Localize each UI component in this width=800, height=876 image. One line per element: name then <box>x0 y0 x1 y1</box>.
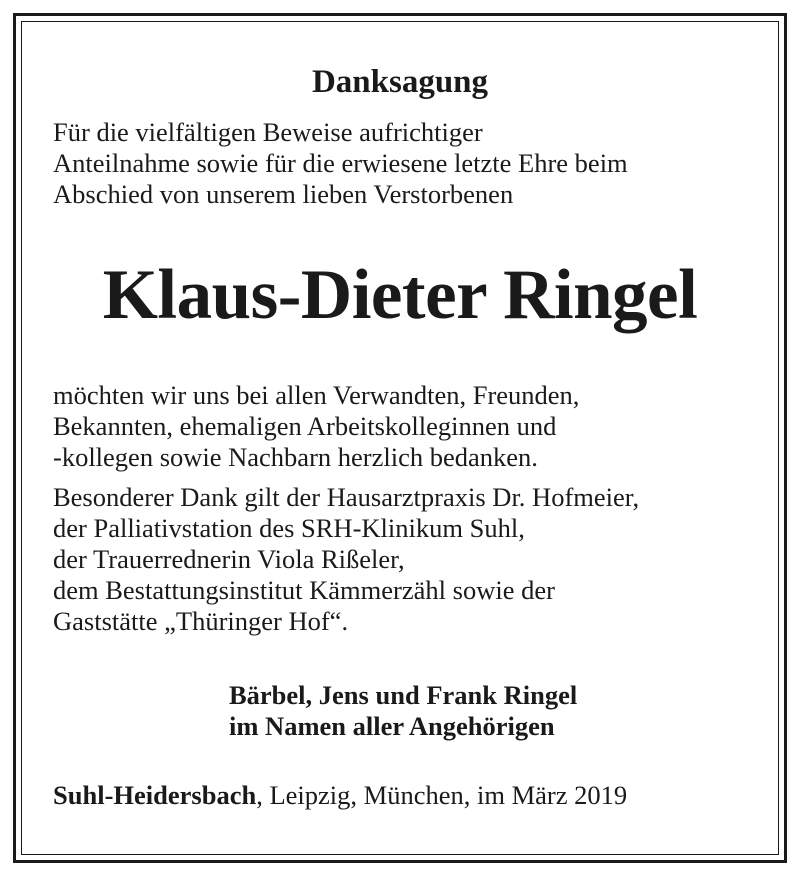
notice-heading: Danksagung <box>311 64 489 100</box>
intro-line: Abschied von unserem lieben Verstorbenen <box>53 179 514 209</box>
place-date-line <box>53 780 627 811</box>
deceased-name: Klaus-Dieter Ringel <box>102 256 698 334</box>
special-thanks-line: Gaststätte „Thüringer Hof“. <box>53 606 349 636</box>
intro-line: Für die vielfältigen Beweise aufrichtiger <box>53 117 483 147</box>
place-name: Suhl-Heidersbach <box>53 780 257 810</box>
thanks-paragraph <box>53 380 579 473</box>
thanks-line: -kollegen sowie Nachbarn herzlich bedanken. <box>53 442 538 472</box>
signer-line: im Namen aller Angehörigen <box>229 711 555 741</box>
special-thanks-line: dem Bestattungsinstitut Kämmerzähl sowie der <box>53 575 555 605</box>
special-thanks-line: der Trauerrednerin Viola Rißeler, <box>53 544 405 574</box>
place-date-rest: , Leipzig, München, im März 2019 <box>256 780 628 810</box>
special-thanks-paragraph <box>53 482 639 637</box>
thanks-line: möchten wir uns bei allen Verwandten, Freunden, <box>53 380 580 410</box>
thanks-line: Bekannten, ehemaligen Arbeitskolleginnen und <box>53 411 557 441</box>
signers-block <box>229 680 577 742</box>
signer-line: Bärbel, Jens und Frank Ringel <box>229 680 578 710</box>
intro-line: Anteilnahme sowie für die erwiesene letzte Ehre beim <box>53 148 628 178</box>
special-thanks-line: Besonderer Dank gilt der Hausarztpraxis Dr. Hofmeier, <box>53 482 640 512</box>
intro-paragraph <box>53 117 628 210</box>
special-thanks-line: der Palliativstation des SRH-Klinikum Suhl, <box>53 513 525 543</box>
